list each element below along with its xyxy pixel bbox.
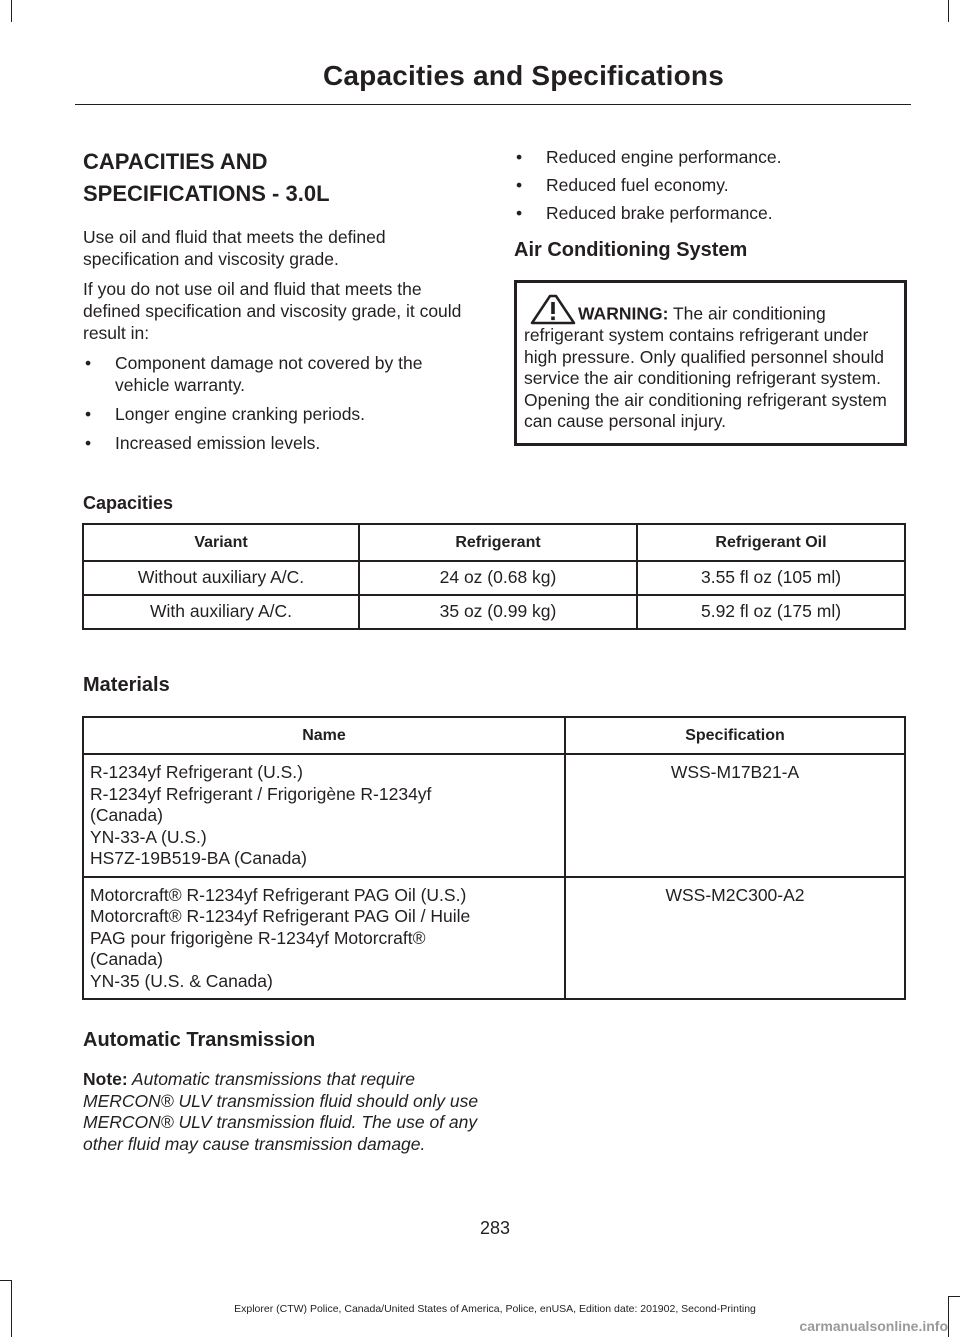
right-column: [514, 146, 906, 446]
warning-triangle-icon: [528, 293, 578, 325]
table-cell: 3.55 fl oz (105 ml): [637, 561, 905, 595]
crop-mark: [948, 1296, 960, 1297]
table-cell: WSS-M2C300-A2: [565, 877, 905, 1000]
capacities-heading: Capacities: [83, 493, 174, 513]
warning-box: [514, 280, 907, 446]
crop-mark: [948, 0, 949, 22]
left-column: [83, 146, 468, 461]
warning-text: The air conditioning refrigerant system contains refrigerant under high pressure. Only qualified personnel should service the air conditioning refrigerant system. Opening the air conditioning refrigerant system can cause personal injury.: [524, 303, 887, 431]
ac-heading: Air Conditioning System: [514, 239, 748, 261]
edition-footer: Explorer (CTW) Police, Canada/United States of America, Police, enUSA, Edition date: 201902, Second-Printing: [234, 1303, 756, 1315]
list-item: • Reduced engine performance.: [516, 147, 782, 167]
table-cell: With auxiliary A/C.: [83, 595, 359, 629]
transmission-note: [83, 1069, 483, 1155]
capacities-table: [82, 523, 906, 630]
section-title: CAPACITIES AND SPECIFICATIONS - 3.0L: [83, 149, 330, 206]
list-item: • Longer engine cranking periods.: [85, 404, 366, 424]
page-number: 283: [479, 1218, 511, 1238]
crop-mark: [11, 0, 12, 22]
consequence-list: [83, 352, 468, 454]
table-row: [83, 561, 905, 595]
table-cell: 5.92 fl oz (175 ml): [637, 595, 905, 629]
list-item: • Component damage not covered by the vehicle warranty.: [85, 353, 423, 395]
column-header: Variant: [83, 524, 359, 561]
page-header-title: Capacities and Specifications: [322, 60, 724, 91]
note-text: Automatic transmissions that require MERCON® ULV transmission fluid should only use MERCON® ULV transmission fluid. The use of any other fluid may cause transmission damage.: [83, 1069, 479, 1154]
table-cell: 35 oz (0.99 kg): [359, 595, 637, 629]
consequence-paragraph: If you do not use oil and fluid that meets the defined specification and viscosity grade, it could result in:: [83, 279, 462, 343]
list-item: • Increased emission levels.: [85, 433, 321, 453]
consequence-list-continued: [514, 146, 906, 224]
warning-label: WARNING:: [578, 303, 669, 324]
crop-mark: [0, 1280, 12, 1281]
table-row: [83, 877, 905, 1000]
column-header: Name: [83, 717, 565, 754]
table-header-row: [83, 717, 905, 754]
table-cell: Motorcraft® R-1234yf Refrigerant PAG Oil (U.S.) Motorcraft® R-1234yf Refrigerant PAG Oil / Huile PAG pour frigorigène R-1234yf Motorcraft® (Canada) YN-35 (U.S. & Canada): [83, 877, 565, 1000]
column-header: Specification: [565, 717, 905, 754]
table-cell: WSS-M17B21-A: [565, 754, 905, 877]
materials-heading: Materials: [83, 674, 170, 696]
table-cell: Without auxiliary A/C.: [83, 561, 359, 595]
note-label: Note:: [83, 1069, 128, 1089]
list-item: • Reduced brake performance.: [516, 203, 773, 223]
header-divider: [75, 104, 911, 105]
column-header: Refrigerant Oil: [637, 524, 905, 561]
table-row: [83, 595, 905, 629]
watermark: carmanualsonline.info: [799, 1318, 948, 1334]
table-header-row: [83, 524, 905, 561]
column-header: Refrigerant: [359, 524, 637, 561]
transmission-heading: Automatic Transmission: [83, 1029, 316, 1051]
table-row: [83, 754, 905, 877]
table-cell: R-1234yf Refrigerant (U.S.) R-1234yf Refrigerant / Frigorigène R-1234yf (Canada) YN-33-A (U.S.) HS7Z-19B519-BA (Canada): [83, 754, 565, 877]
intro-paragraph: Use oil and fluid that meets the defined specification and viscosity grade.: [83, 227, 386, 269]
list-item: • Reduced fuel economy.: [516, 175, 729, 195]
materials-table: [82, 716, 906, 1000]
table-cell: 24 oz (0.68 kg): [359, 561, 637, 595]
